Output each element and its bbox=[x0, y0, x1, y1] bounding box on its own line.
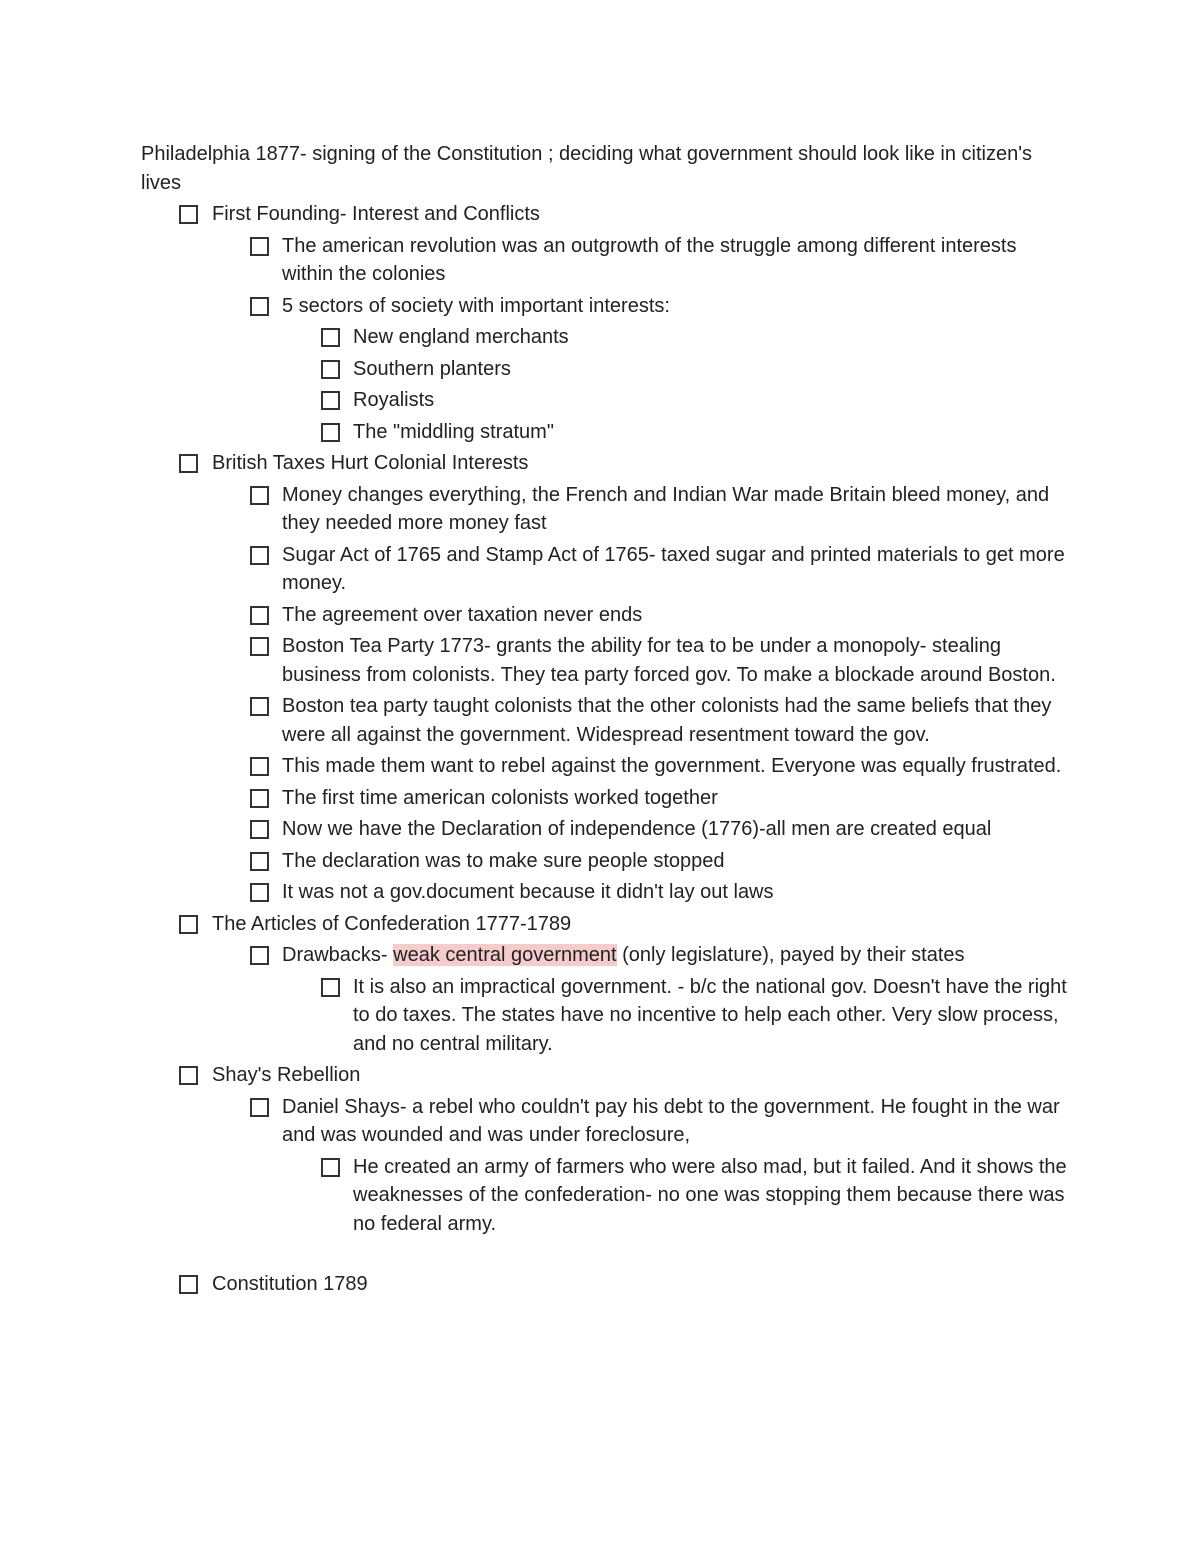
list-item bbox=[141, 973, 1071, 1059]
checkbox[interactable] bbox=[250, 546, 269, 565]
list-item bbox=[141, 386, 1071, 415]
checkbox[interactable] bbox=[250, 852, 269, 871]
list-item bbox=[141, 1093, 1071, 1150]
list-item bbox=[141, 355, 1071, 384]
list-item bbox=[141, 1270, 1071, 1299]
list-item bbox=[141, 815, 1071, 844]
item-text: New england merchants bbox=[353, 326, 569, 348]
checkbox[interactable] bbox=[250, 883, 269, 902]
checkbox[interactable] bbox=[250, 789, 269, 808]
item-text: The Articles of Confederation 1777-1789 bbox=[212, 912, 572, 935]
list-item bbox=[141, 878, 1071, 907]
list-item bbox=[141, 200, 1071, 229]
checkbox[interactable] bbox=[321, 391, 340, 410]
item-text: Now we have the Declaration of independence (1776)-all men are created equal bbox=[282, 818, 992, 840]
item-text: First Founding- Interest and Conflicts bbox=[212, 203, 540, 225]
checkbox[interactable] bbox=[179, 205, 198, 224]
list-item bbox=[141, 292, 1071, 321]
checkbox[interactable] bbox=[179, 454, 198, 473]
item-text: Money changes everything, the French and Indian War made Britain bleed money, and they needed more money fast bbox=[282, 483, 1050, 534]
checkbox[interactable] bbox=[250, 1098, 269, 1117]
checkbox[interactable] bbox=[250, 606, 269, 625]
checkbox[interactable] bbox=[250, 757, 269, 776]
checkbox[interactable] bbox=[250, 486, 269, 505]
list-item bbox=[141, 481, 1071, 538]
blank-line bbox=[141, 1241, 1071, 1270]
item-text: Sugar Act of 1765 and Stamp Act of 1765- taxed sugar and printed materials to get more money. bbox=[282, 543, 1065, 594]
checkbox[interactable] bbox=[250, 297, 269, 316]
item-text: He created an army of farmers who were also mad, but it failed. And it shows the weaknesses of the confederation- no one was stopping them because there was no federal army. bbox=[353, 1155, 1067, 1235]
item-text-prefix: Drawbacks- bbox=[282, 944, 394, 966]
list-item bbox=[141, 601, 1071, 630]
checkbox[interactable] bbox=[250, 637, 269, 656]
highlighted-text: weak central government bbox=[393, 944, 617, 966]
item-text: Constitution 1789 bbox=[212, 1273, 368, 1295]
item-text: This made them want to rebel against the government. Everyone was equally frustrated. bbox=[282, 755, 1062, 777]
list-item bbox=[141, 449, 1071, 478]
checkbox[interactable] bbox=[321, 360, 340, 379]
item-text: Southern planters bbox=[353, 357, 511, 380]
item-text: It was not a gov.document because it didn't lay out laws bbox=[282, 881, 774, 903]
checkbox[interactable] bbox=[250, 946, 269, 965]
checkbox[interactable] bbox=[250, 697, 269, 716]
document-body bbox=[141, 140, 1071, 1302]
list-item bbox=[141, 692, 1071, 749]
list-item bbox=[141, 784, 1071, 813]
item-text: The first time american colonists worked together bbox=[282, 786, 718, 809]
item-text: It is also an impractical government. - b/c the national gov. Doesn't have the right to do taxes. The states have no incentive to help each other. Very slow process, and no central military. bbox=[353, 975, 1067, 1055]
checkbox[interactable] bbox=[321, 1158, 340, 1177]
list-item bbox=[141, 910, 1071, 939]
item-text-suffix: (only legislature), payed by their states bbox=[616, 944, 965, 966]
list-item bbox=[141, 418, 1071, 447]
list-item bbox=[141, 323, 1071, 352]
item-text: Boston Tea Party 1773- grants the ability for tea to be under a monopoly- stealing business from colonists. They tea party forced gov. To make a blockade around Boston. bbox=[282, 635, 1056, 686]
checkbox[interactable] bbox=[179, 1066, 198, 1085]
checkbox[interactable] bbox=[321, 978, 340, 997]
list-item bbox=[141, 752, 1071, 781]
checkbox[interactable] bbox=[179, 915, 198, 934]
item-text: Royalists bbox=[353, 389, 435, 411]
list-item bbox=[141, 632, 1071, 689]
list-item bbox=[141, 847, 1071, 876]
list-item bbox=[141, 1061, 1071, 1090]
item-text: The "middling stratum" bbox=[353, 420, 554, 443]
intro-text: Philadelphia 1877- signing of the Constitution ; deciding what government should look like in citizen's lives bbox=[141, 143, 1033, 194]
item-text: The agreement over taxation never ends bbox=[282, 603, 643, 626]
checkbox[interactable] bbox=[179, 1275, 198, 1294]
item-text: The american revolution was an outgrowth of the struggle among different interests within the colonies bbox=[282, 234, 1017, 285]
list-item bbox=[141, 1153, 1071, 1239]
item-text: Boston tea party taught colonists that the other colonists had the same beliefs that they were all against the government. Widespread resentment toward the gov. bbox=[282, 695, 1052, 746]
list-item bbox=[141, 541, 1071, 598]
checkbox[interactable] bbox=[321, 328, 340, 347]
checkbox[interactable] bbox=[321, 423, 340, 442]
item-text: 5 sectors of society with important interests: bbox=[282, 294, 670, 317]
checkbox[interactable] bbox=[250, 820, 269, 839]
item-text: The declaration was to make sure people stopped bbox=[282, 849, 725, 872]
list-item bbox=[141, 941, 1071, 970]
item-text: Daniel Shays- a rebel who couldn't pay his debt to the government. He fought in the war and was wounded and was under foreclosure, bbox=[282, 1095, 1060, 1146]
item-text: British Taxes Hurt Colonial Interests bbox=[212, 452, 529, 474]
checkbox[interactable] bbox=[250, 237, 269, 256]
list-item bbox=[141, 232, 1071, 289]
item-text: Shay's Rebellion bbox=[212, 1064, 361, 1086]
